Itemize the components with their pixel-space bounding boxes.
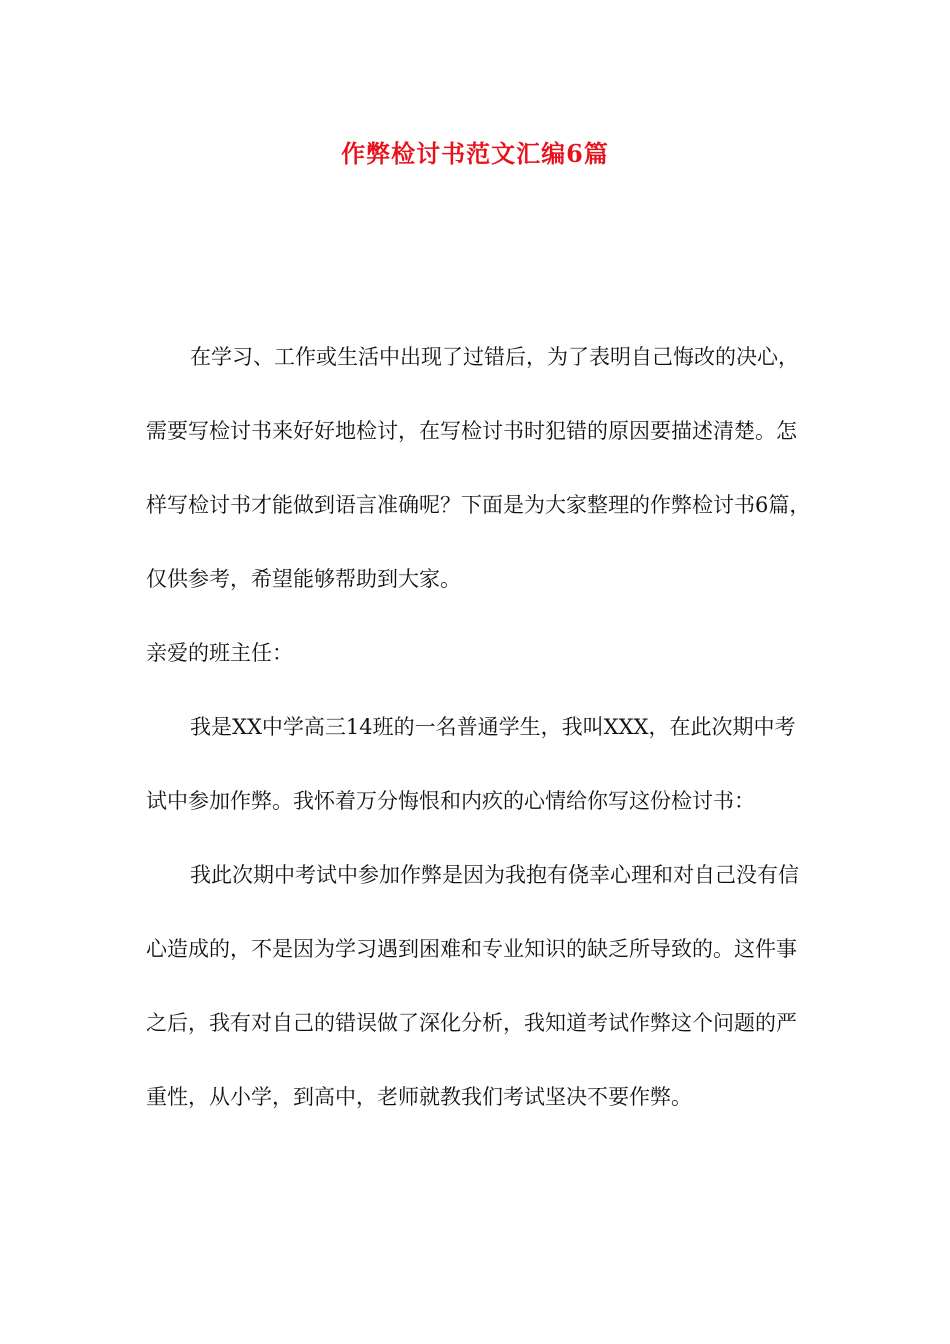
body-paragraph: 我此次期中考试中参加作弊是因为我抱有侥幸心理和对自己没有信心造成的，不是因为学习遇到困难和专业知识的缺乏所导致的。这件事之后，我有对自己的错误做了深化分析，我知道考试作弊这个问题的严重性，从小学，到高中，老师就教我们考试坚决不要作弊。	[146, 863, 799, 1109]
document-body	[146, 320, 812, 1134]
salutation: 亲爱的班主任：	[146, 641, 293, 665]
body-paragraph: 我是XX中学高三14班的一名普通学生，我叫XXX，在此次期中考试中参加作弊。我怀着万分悔恨和内疚的心情给你写这份检讨书：	[146, 715, 796, 813]
document-title: 作弊检讨书范文汇编6篇	[341, 139, 609, 168]
intro-paragraph: 在学习、工作或生活中出现了过错后，为了表明自己悔改的决心，需要写检讨书来好好地检讨，在写检讨书时犯错的原因要描述清楚。怎样写检讨书才能做到语言准确呢？下面是为大家整理的作弊检讨书6篇，仅供参考，希望能够帮助到大家。	[146, 345, 811, 591]
